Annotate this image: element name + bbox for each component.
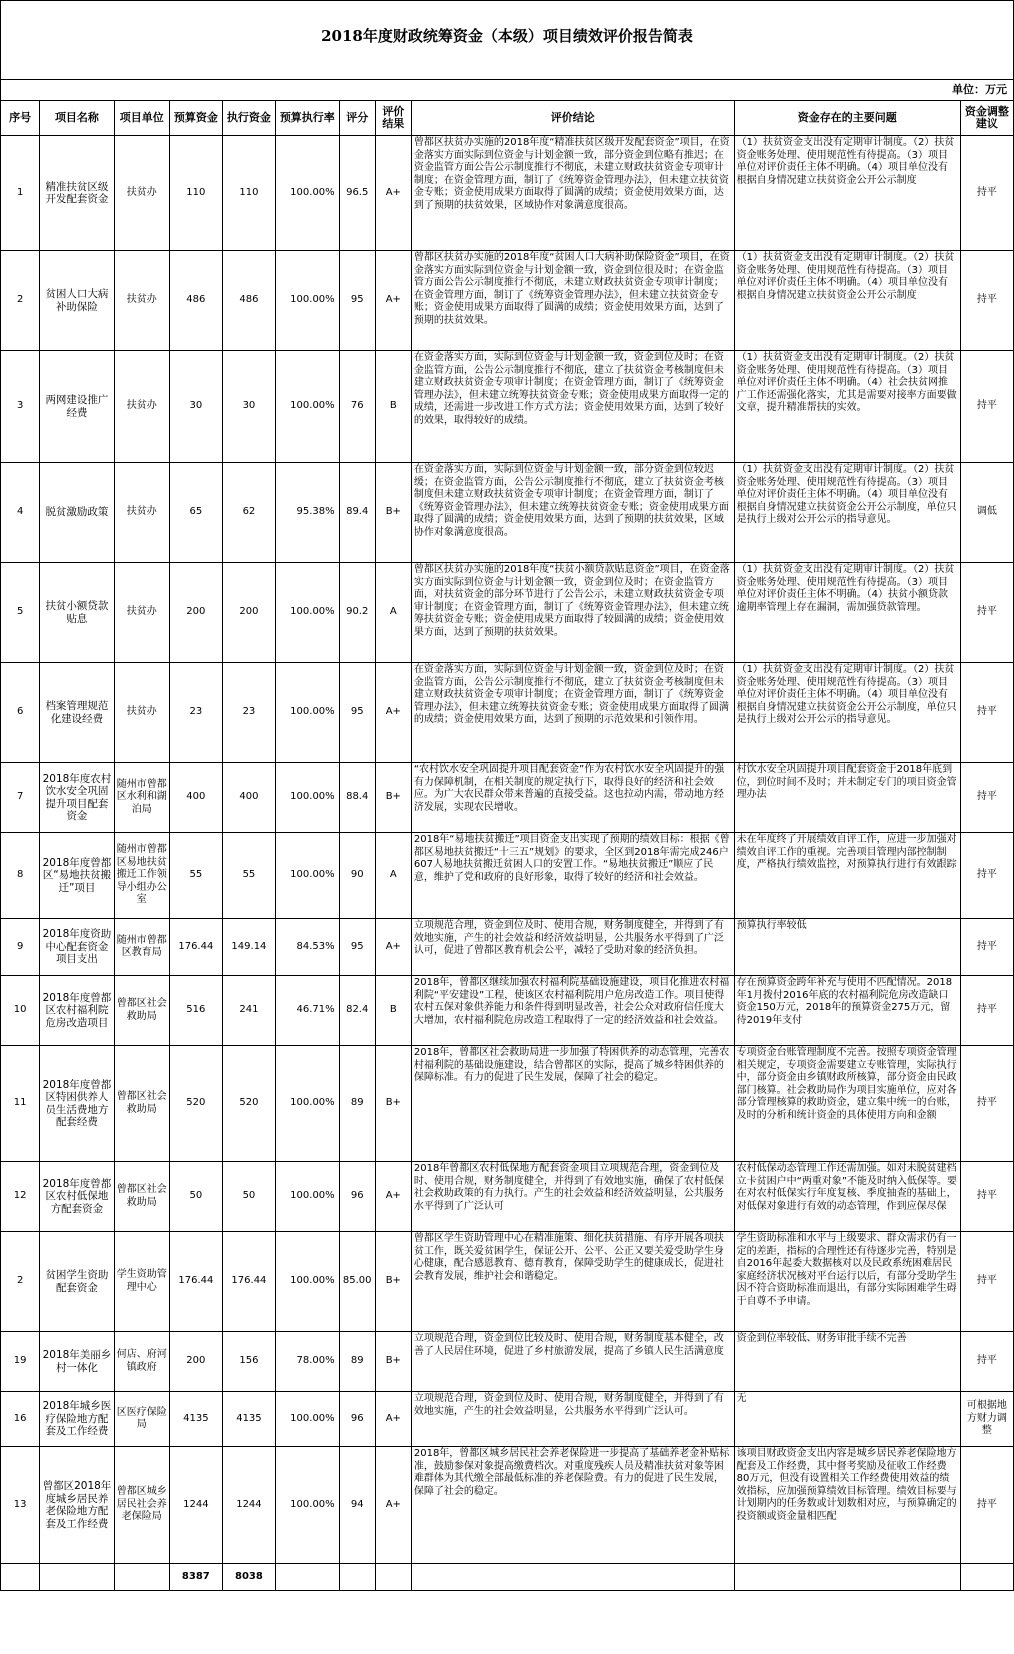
cell-budget: 520 [169, 1046, 222, 1162]
cell-score: 89 [339, 1332, 375, 1392]
cell-problems: 预算执行率较低 [734, 919, 960, 976]
cell-rate: 95.38% [275, 463, 339, 563]
cell-score: 85.00 [339, 1232, 375, 1332]
cell-unit: 扶贫办 [114, 663, 169, 763]
cell-seq: 19 [1, 1332, 40, 1392]
cell-rate: 100.00% [275, 1046, 339, 1162]
cell-advice: 持平 [960, 1447, 1013, 1564]
cell-problems: （1）扶贫资金支出没有定期审计制度。（2）扶贫资金账务处理、使用规范性有待提高。（3）项目单位对评价责任主体不明确。（4）项目单位没有根据自身情况建立扶贫资金公开公示制度，单位只是执行上级对公开公示的指导意见。 [734, 663, 960, 763]
cell-name: 曾都区2018年度城乡居民养老保险地方配套及工作经费 [40, 1447, 114, 1564]
cell-problems: 资金到位率较低、财务审批手续不完善 [734, 1332, 960, 1392]
cell-seq: 4 [1, 463, 40, 563]
cell-name: 扶贫小额贷款贴息 [40, 563, 114, 663]
cell-problems: （1）扶贫资金支出没有定期审计制度。（2）扶贫资金账务处理、使用规范性有待提高。（3）项目单位对评价责任主体不明确。（4）社会扶贫网推广工作还需强化落实，尤其是需要对接率方面要做文章，提升精准帮扶的实效。 [734, 351, 960, 463]
cell-budget: 110 [169, 136, 222, 251]
cell-score: 96 [339, 1162, 375, 1232]
cell-rate: 100.00% [275, 1232, 339, 1332]
cell-unit: 区医疗保险局 [114, 1392, 169, 1447]
cell-conclusion: 曾都区学生资助管理中心在精准施策、细化扶贫措施、有序开展各项扶贫工作，既关爱贫困学生，保证公开、公平、公正又要关爱受助学生身心健康，配合感恩教育、德育教育，保障受助学生的健康成长，促进社会教育发展，维护社会和谐稳定。 [411, 1232, 734, 1332]
table-row [1, 563, 1014, 663]
cell-unit: 扶贫办 [114, 563, 169, 663]
cell-executed: 1244 [222, 1447, 275, 1564]
cell-rate: 100.00% [275, 136, 339, 251]
cell-executed: 50 [222, 1162, 275, 1232]
cell-executed: 241 [222, 976, 275, 1046]
cell-result: A+ [375, 1392, 411, 1447]
cell-unit: 随州市曾都区教育局 [114, 919, 169, 976]
cell-seq: 6 [1, 663, 40, 763]
cell-executed: 55 [222, 833, 275, 919]
table-row [1, 251, 1014, 351]
cell-name: 档案管理规范化建设经费 [40, 663, 114, 763]
cell-rate: 100.00% [275, 563, 339, 663]
cell-name: 贫困人口大病补助保险 [40, 251, 114, 351]
cell-name: 两网建设推广经费 [40, 351, 114, 463]
cell-budget: 23 [169, 663, 222, 763]
cell-result: B+ [375, 463, 411, 563]
cell-seq: 1 [1, 136, 40, 251]
cell-score: 95 [339, 663, 375, 763]
cell-advice: 可根据地方财力调整 [960, 1392, 1013, 1447]
cell-result: A [375, 563, 411, 663]
cell-score: 89.4 [339, 463, 375, 563]
cell-result: A+ [375, 919, 411, 976]
total-blank [375, 1564, 411, 1591]
cell-conclusion: 曾都区扶贫办实施的2018年度“精准扶贫区级开发配套资金”项目，在资金落实方面实际到位资金与计划金额一致，部分资金到位略有推迟；在资金监管方面公告公示制度推行不彻底，未建立财政扶贫资金专项审计制度；在资金管理方面，制订了《统筹资金管理办法》，但未建立扶贫资金专账；资金使用成果方面取得了圆满的成绩；资金使用效果方面，达到了预期的扶贫效果，区域协作对象满意度很高。 [411, 136, 734, 251]
cell-seq: 3 [1, 351, 40, 463]
cell-budget: 200 [169, 1332, 222, 1392]
cell-advice: 持平 [960, 136, 1013, 251]
cell-unit: 曾都区社会救助局 [114, 1046, 169, 1162]
cell-result: B [375, 351, 411, 463]
table-row [1, 976, 1014, 1046]
cell-conclusion: “农村饮水安全巩固提升项目配套资金”作为农村饮水安全巩固提升的强有力保障机制，在相关制度的规定执行下，取得良好的经济和社会效应。为广大农民群众带来普遍的直接受益。这也拉动内需，带动地方经济发展，实现农民增收。 [411, 763, 734, 833]
cell-seq: 5 [1, 563, 40, 663]
cell-rate: 100.00% [275, 663, 339, 763]
cell-executed: 30 [222, 351, 275, 463]
cell-executed: 62 [222, 463, 275, 563]
cell-advice: 持平 [960, 763, 1013, 833]
table-body [1, 136, 1014, 1564]
header-result: 评价结果 [375, 101, 411, 136]
cell-score: 76 [339, 351, 375, 463]
spacer-row [0, 69, 1014, 79]
cell-result: A+ [375, 1447, 411, 1564]
cell-score: 94 [339, 1447, 375, 1564]
header-executed: 执行资金 [222, 101, 275, 136]
header-score: 评分 [339, 101, 375, 136]
cell-problems: （1）扶贫资金支出没有定期审计制度。（2）扶贫资金账务处理、使用规范性有待提高。（3）项目单位对评价责任主体不明确。（4）项目单位没有根据自身情况建立扶贫资金公开公示制度，单位只是执行上级对公开公示的指导意见。 [734, 463, 960, 563]
cell-unit: 曾都区社会救助局 [114, 1162, 169, 1232]
total-blank [339, 1564, 375, 1591]
cell-advice: 持平 [960, 563, 1013, 663]
cell-seq: 10 [1, 976, 40, 1046]
cell-budget: 50 [169, 1162, 222, 1232]
header-conclusion: 评价结论 [411, 101, 734, 136]
cell-result: B+ [375, 1332, 411, 1392]
table-row [1, 1332, 1014, 1392]
cell-advice: 持平 [960, 1046, 1013, 1162]
cell-name: 精准扶贫区级开发配套资金 [40, 136, 114, 251]
cell-rate: 100.00% [275, 251, 339, 351]
header-row [1, 101, 1014, 136]
total-blank [275, 1564, 339, 1591]
cell-executed: 110 [222, 136, 275, 251]
cell-conclusion: 曾都区扶贫办实施的2018年度“贫困人口大病补助保险资金”项目，在资金落实方面实际到位资金与计划金额一致，资金到位很及时；在资金监管方面公告公示制度推行不彻底，未建立财政扶贫资金专项审计制度；在资金管理方面，制订了《统筹资金管理办法》，但未建立扶贫资金专账；资金使用成果方面取得了圆满的成绩；资金使用效果方面，达到了预期的扶贫效果。 [411, 251, 734, 351]
cell-advice: 持平 [960, 833, 1013, 919]
cell-name: 2018年城乡医疗保险地方配套及工作经费 [40, 1392, 114, 1447]
total-blank [411, 1564, 734, 1591]
header-budget: 预算资金 [169, 101, 222, 136]
cell-unit: 学生资助管理中心 [114, 1232, 169, 1332]
cell-name: 2018年度资助中心配套资金项目支出 [40, 919, 114, 976]
cell-budget: 55 [169, 833, 222, 919]
cell-score: 90 [339, 833, 375, 919]
cell-conclusion: 在资金落实方面，实际到位资金与计划金额一致，资金到位及时；在资金监管方面，公告公示制度推行不彻底，建立了扶贫资金考核制度但未建立财政扶贫资金专项审计制度；在资金管理方面，制订了《统筹资金管理办法》，但未建立统筹扶贫资金专账；资金使用成果方面取得了圆满的成绩；资金使用效果方面，达到了预期的示范效果和引领作用。 [411, 663, 734, 763]
cell-problems: 学生资助标准和水平与上级要求、群众需求仍有一定的差距，指标的合理性还有待逐步完善，特别是自2016年起委大数据核对以及民政系统困难居民家庭经济状况核对平台运行以后，有部分受助学生因不符合资助标准而退出，有部分实际困难学生碍于自尊不予申请。 [734, 1232, 960, 1332]
cell-score: 89 [339, 1046, 375, 1162]
cell-name: 2018年度曾都区“易地扶贫搬迁”项目 [40, 833, 114, 919]
cell-seq: 8 [1, 833, 40, 919]
cell-conclusion: 2018年曾都区农村低保地方配套资金项目立项规范合理，资金到位及时、使用合规，财务制度健全，并得到了有效地实施，确保了农村低保社会救助政策的有力执行。产生的社会效益和经济效益明显，公共服务水平得到了广泛认可 [411, 1162, 734, 1232]
cell-rate: 100.00% [275, 1447, 339, 1564]
table-row [1, 919, 1014, 976]
cell-budget: 516 [169, 976, 222, 1046]
cell-unit: 扶贫办 [114, 351, 169, 463]
cell-executed: 176.44 [222, 1232, 275, 1332]
table-row [1, 1046, 1014, 1162]
cell-score: 95 [339, 919, 375, 976]
cell-advice: 持平 [960, 663, 1013, 763]
total-budget: 8387 [169, 1564, 222, 1591]
header-problems: 资金存在的主要问题 [734, 101, 960, 136]
cell-rate: 100.00% [275, 1392, 339, 1447]
cell-unit: 扶贫办 [114, 251, 169, 351]
header-advice: 资金调整建议 [960, 101, 1013, 136]
cell-problems: （1）扶贫资金支出没有定期审计制度。（2）扶贫资金账务处理、使用规范性有待提高。（3）项目单位对评价责任主体不明确。（4）扶贫小额贷款逾期率管理上存在漏洞，需加强贷款管理。 [734, 563, 960, 663]
cell-seq: 7 [1, 763, 40, 833]
cell-name: 2018年度曾都区特困供养人员生活费地方配套经费 [40, 1046, 114, 1162]
cell-executed: 23 [222, 663, 275, 763]
cell-problems: 村饮水安全巩固提升项目配套资金于2018年底到位，到位时间不及时；并未制定专门的项目资金管理办法 [734, 763, 960, 833]
cell-budget: 1244 [169, 1447, 222, 1564]
cell-unit: 随州市曾都区易地扶贫搬迁工作领导小组办公室 [114, 833, 169, 919]
cell-result: A+ [375, 663, 411, 763]
cell-conclusion: 立项规范合理，资金到位比较及时、使用合规，财务制度基本健全，改善了人民居住环境，促进了乡村旅游发展，提高了乡镇人民生活满意度 [411, 1332, 734, 1392]
cell-score: 95 [339, 251, 375, 351]
cell-unit: 扶贫办 [114, 136, 169, 251]
cell-budget: 200 [169, 563, 222, 663]
cell-seq: 2 [1, 1232, 40, 1332]
cell-conclusion: 2018年“易地扶贫搬迁”项目资金支出实现了预期的绩效目标：根据《曾都区易地扶贫搬迁“十三五”规划》的要求，全区到2018年需完成246户607人易地扶贫搬迁贫困人口的安置工作。“易地扶贫搬迁”顺应了民意，维护了党和政府的良好形象，取得了较好的经济和社会效益。 [411, 833, 734, 919]
total-blank [1, 1564, 40, 1591]
cell-result: B+ [375, 1046, 411, 1162]
cell-budget: 176.44 [169, 1232, 222, 1332]
cell-executed: 520 [222, 1046, 275, 1162]
header-seq: 序号 [1, 101, 40, 136]
cell-advice: 持平 [960, 1162, 1013, 1232]
cell-seq: 9 [1, 919, 40, 976]
report-table [0, 100, 1014, 1591]
cell-conclusion: 2018年，曾都区继续加强农村福利院基础设施建设，项目化推进农村福利院“平安建设”工程，使该区农村福利院用户危房改造工作。项目使得农村五保对象供养能力和条件得到明显改善，社会公众对政府信任度大大增加，农村福利院危房改造工程取得了一定的经济效益和社会效益。 [411, 976, 734, 1046]
total-row [1, 1564, 1014, 1591]
table-row [1, 1232, 1014, 1332]
cell-seq: 11 [1, 1046, 40, 1162]
cell-budget: 486 [169, 251, 222, 351]
cell-score: 96.5 [339, 136, 375, 251]
table-row [1, 463, 1014, 563]
cell-conclusion: 立项规范合理，资金到位及时、使用合规，财务制度健全，并得到了有效地实施，产生的社会效益和经济效益明显，公共服务水平得到了广泛认可，促进了曾都区教育机会公平，减轻了受助对象的经济负担。 [411, 919, 734, 976]
unit-label: 单位：万元 [0, 79, 1014, 100]
table-row [1, 136, 1014, 251]
cell-result: B [375, 976, 411, 1046]
cell-conclusion: 2018年，曾都区城乡居民社会养老保险进一步提高了基础养老金补贴标准，鼓励参保对象提高缴费档次。对重度残疾人员及精准扶贫对象等困难群体为其代缴全部最低标准的养老保险费。有力的促进了民生发展，保障了社会的稳定。 [411, 1447, 734, 1564]
cell-name: 2018年美丽乡村一体化 [40, 1332, 114, 1392]
cell-name: 2018年度曾都区农村低保地方配套资金 [40, 1162, 114, 1232]
cell-conclusion: 在资金落实方面，实际到位资金与计划金额一致，部分资金到位较迟缓；在资金监管方面，公告公示制度推行不彻底，建立了扶贫资金考核制度但未建立财政扶贫资金专项审计制度；在资金管理方面，制订了《统筹资金管理办法》，但未建立统筹扶贫资金专账；资金使用成果方面取得了圆满的成绩；资金使用效果方面，达到了预期的扶贫效果，区域协作对象满意度很高。 [411, 463, 734, 563]
header-name: 项目名称 [40, 101, 114, 136]
table-row [1, 1162, 1014, 1232]
cell-budget: 4135 [169, 1392, 222, 1447]
cell-result: A+ [375, 1162, 411, 1232]
cell-problems: 未在年度终了开展绩效自评工作，应进一步加强对绩效自评工作的重视。完善项目管理内部控制制度，严格执行绩效监控，对预算执行进行有效跟踪 [734, 833, 960, 919]
cell-advice: 持平 [960, 1332, 1013, 1392]
cell-executed: 200 [222, 563, 275, 663]
cell-unit: 扶贫办 [114, 463, 169, 563]
table-row [1, 833, 1014, 919]
cell-budget: 400 [169, 763, 222, 833]
cell-name: 2018年度曾都区农村福利院危房改造项目 [40, 976, 114, 1046]
cell-problems: 该项目财政资金支出内容是城乡居民养老保险地方配套及工作经费，其中督考奖励及征收工作经费80万元，但没有设置相关工作经费使用效益的绩效指标，应加强预算绩效目标管理。绩效目标要与计划期内的任务数或计划数相对应，与预算确定的投资额或资金量相匹配 [734, 1447, 960, 1564]
table-row [1, 1392, 1014, 1447]
cell-result: B+ [375, 763, 411, 833]
cell-executed: 4135 [222, 1392, 275, 1447]
cell-unit: 随州市曾都区水利和湖泊局 [114, 763, 169, 833]
cell-rate: 78.00% [275, 1332, 339, 1392]
table-row [1, 351, 1014, 463]
cell-conclusion: 曾都区扶贫办实施的2018年度“扶贫小额贷款贴息资金”项目，在资金落实方面实际到位资金与计划金额一致，资金到位及时；在资金监管方面，对扶贫资金的部分环节进行了公告公示，未建立财政扶贫资金专项审计制度；在资金管理方面，制订了《统筹资金管理办法》，但未建立统筹扶贫资金专账；资金使用成果方面取得了较圆满的成绩；资金使用效果方面，达到了预期的扶贫效果。 [411, 563, 734, 663]
cell-conclusion: 立项规范合理，资金到位及时、使用合规，财务制度健全，并得到了有效地实施，产生的社会效益明显，公共服务水平得到广泛认可。 [411, 1392, 734, 1447]
cell-advice: 持平 [960, 351, 1013, 463]
cell-rate: 84.53% [275, 919, 339, 976]
cell-result: B+ [375, 1232, 411, 1332]
cell-seq: 16 [1, 1392, 40, 1447]
cell-name: 脱贫激励政策 [40, 463, 114, 563]
cell-budget: 176.44 [169, 919, 222, 976]
cell-problems: 专项资金台账管理制度不完善。按照专项资金管理相关规定，专项资金需要建立专账管理，实际执行中，部分资金由乡镇财政所核算，部分资金由民政部门核算。社会救助局作为项目实施单位，应对各部分管理核算的救助资金，建立集中统一的台账，及时的分析和统计资金的具体使用方向和金额 [734, 1046, 960, 1162]
cell-rate: 100.00% [275, 351, 339, 463]
cell-conclusion: 在资金落实方面，实际到位资金与计划金额一致，资金到位及时；在资金监管方面，公告公示制度推行不彻底，建立了扶贫资金考核制度但未建立财政扶贫资金专项审计制度；在资金管理方面，制订了《统筹资金管理办法》，但未建立统筹扶贫资金专账；资金使用成果方面取得一定的成绩，还需进一步改进工作方式方法；资金使用效果方面，达到了较好的效果，取得较好的成绩。 [411, 351, 734, 463]
cell-unit: 何店、府河镇政府 [114, 1332, 169, 1392]
total-blank [40, 1564, 114, 1591]
cell-unit: 曾都区城乡居民社会养老保险局 [114, 1447, 169, 1564]
cell-problems: 无 [734, 1392, 960, 1447]
total-blank [114, 1564, 169, 1591]
cell-advice: 持平 [960, 251, 1013, 351]
cell-advice: 持平 [960, 976, 1013, 1046]
cell-score: 88.4 [339, 763, 375, 833]
cell-executed: 149.14 [222, 919, 275, 976]
cell-unit: 曾都区社会救助局 [114, 976, 169, 1046]
total-blank [734, 1564, 960, 1591]
cell-problems: 农村低保动态管理工作还需加强。如对未脱贫建档立卡贫困户中“两重对象”不能及时纳入低保等。要在对农村低保实行年度复核、季度抽查的基础上，对低保对象进行有效的动态管理，作到应保尽保 [734, 1162, 960, 1232]
cell-advice: 持平 [960, 1232, 1013, 1332]
table-row [1, 663, 1014, 763]
cell-advice: 调低 [960, 463, 1013, 563]
cell-result: A+ [375, 136, 411, 251]
cell-executed: 156 [222, 1332, 275, 1392]
cell-score: 90.2 [339, 563, 375, 663]
cell-rate: 100.00% [275, 763, 339, 833]
cell-problems: （1）扶贫资金支出没有定期审计制度。（2）扶贫资金账务处理、使用规范性有待提高。（3）项目单位对评价责任主体不明确。（4）项目单位没有根据自身情况建立扶贫资金公开公示制度 [734, 136, 960, 251]
cell-name: 贫困学生资助配套资金 [40, 1232, 114, 1332]
cell-rate: 100.00% [275, 833, 339, 919]
cell-score: 96 [339, 1392, 375, 1447]
cell-seq: 13 [1, 1447, 40, 1564]
cell-budget: 65 [169, 463, 222, 563]
cell-advice: 持平 [960, 919, 1013, 976]
header-rate: 预算执行率 [275, 101, 339, 136]
cell-score: 82.4 [339, 976, 375, 1046]
cell-name: 2018年度农村饮水安全巩固提升项目配套资金 [40, 763, 114, 833]
header-unit: 项目单位 [114, 101, 169, 136]
cell-problems: （1）扶贫资金支出没有定期审计制度。（2）扶贫资金账务处理、使用规范性有待提高。（3）项目单位对评价责任主体不明确。（4）项目单位没有根据自身情况建立扶贫资金公开公示制度 [734, 251, 960, 351]
cell-seq: 2 [1, 251, 40, 351]
cell-problems: 存在预算资金跨年补充与使用不匹配情况。2018年1月拨付2016年底的农村福利院危房改造缺口资金150万元，2018年的预算资金275万元，留待2019年支付 [734, 976, 960, 1046]
cell-result: A+ [375, 251, 411, 351]
page-title: 2018年度财政统筹资金（本级）项目绩效评价报告简表 [0, 0, 1014, 69]
cell-rate: 46.71% [275, 976, 339, 1046]
cell-budget: 30 [169, 351, 222, 463]
cell-rate: 100.00% [275, 1162, 339, 1232]
table-row [1, 763, 1014, 833]
total-executed: 8038 [222, 1564, 275, 1591]
cell-conclusion: 2018年，曾都区社会救助局进一步加强了特困供养的动态管理，完善农村福利院的基础设施建设，结合曾都区的实际，提高了城乡特困供养的保障标准。有力的促进了民生发展，保障了社会的稳定。 [411, 1046, 734, 1162]
cell-seq: 12 [1, 1162, 40, 1232]
cell-executed: 486 [222, 251, 275, 351]
table-row [1, 1447, 1014, 1564]
cell-executed: 400 [222, 763, 275, 833]
total-blank [960, 1564, 1013, 1591]
cell-result: A [375, 833, 411, 919]
